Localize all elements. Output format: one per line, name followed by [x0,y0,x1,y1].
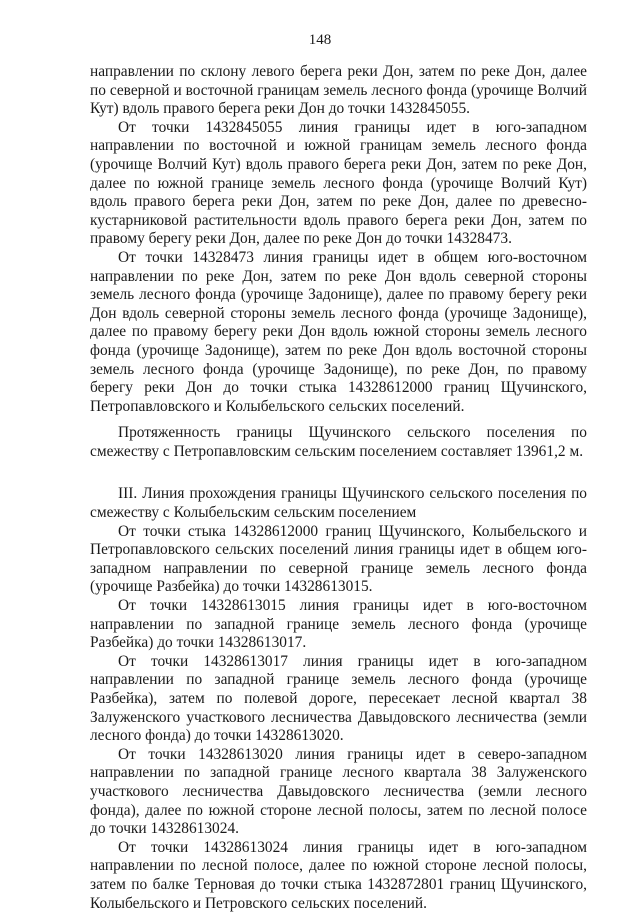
paragraph: От точки 1432845055 линия границы идет в юго-западном направлении по восточной и южной границам земель лесного фонда (урочище Волчий Кут) вдоль правого берега реки Дон, затем по реке Дон, далее по южной границе земель лесного фонда (урочище Волчий Кут) вдоль правого берега реки Дон, затем по реке Дон, далее по древесно-кустарниковой растительности вдоль правого берега реки Дон, затем по правому берегу реки Дон, далее по реке Дон до точки 14328473. [90,118,587,248]
paragraph: От точки 14328613017 линия границы идет в юго-западном направлении по западной границе земель лесного фонда (урочище Разбейка), затем по полевой дороге, пересекает лесной квартал 38 Залуженского участкового лесничества Давыдовского лесничества (земли лесного фонда) до точки 14328613020. [90,652,587,745]
paragraph: От точки стыка 14328612000 границ Щучинского, Колыбельского и Петропавловского сельских поселений линия границы идет в общем юго-западном направлении по северной границе земель лесного фонда (урочище Разбейка) до точки 14328613015. [90,522,587,596]
paragraph: От точки 14328613015 линия границы идет в юго-восточном направлении по западной границе земель лесного фонда (урочище Разбейка) до точки 14328613017. [90,597,587,652]
paragraph: От точки 14328473 линия границы идет в общем юго-восточном направлении по реке Дон, затем по реке Дон вдоль северной стороны земель лесного фонда (урочище Задонище), далее по правому берегу реки Дон вдоль северной стороны земель лесного фонда (урочище Задонище), далее по правому берегу реки Дон вдоль южной стороны земель лесного фонда (урочище Задонище), затем по реке Дон вдоль восточной стороны земель лесного фонда (урочище Задонище), по реке Дон, по правому берегу реки Дон до точки стыка 14328612000 границ Щучинского, Петропавловского и Колыбельского сельских поселений. [90,248,587,415]
paragraph: Протяженность границы Щучинского сельского поселения по смежеству с Петропавловским сельским поселением составляет 13961,2 м. [90,424,587,460]
paragraph: От точки 14328613024 линия границы идет в юго-западном направлении по лесной полосе, далее по южной стороне лесной полосы, затем по балке Терновая до точки стыка 1432872801 границ Щучинского, Колыбельского и Петровского сельских поселений. [90,838,587,912]
page-number: 148 [308,32,332,48]
document-body [90,63,587,913]
section-heading: III. Линия прохождения границы Щучинского сельского поселения по смежеству с Колыбельским сельским поселением [90,485,587,522]
paragraph: направлении по склону левого берега реки Дон, затем по реке Дон, далее по северной и восточной границам земель лесного фонда (урочище Волчий Кут) вдоль правого берега реки Дон до точки 1432845055. [90,63,587,118]
paragraph: От точки 14328613020 линия границы идет в северо-западном направлении по западной границе лесного квартала 38 Залуженского участкового лесничества Давыдовского лесничества (земли лесного фонда), далее по южной стороне лесной полосы, затем по лесной полосе до точки 14328613024. [90,745,587,838]
